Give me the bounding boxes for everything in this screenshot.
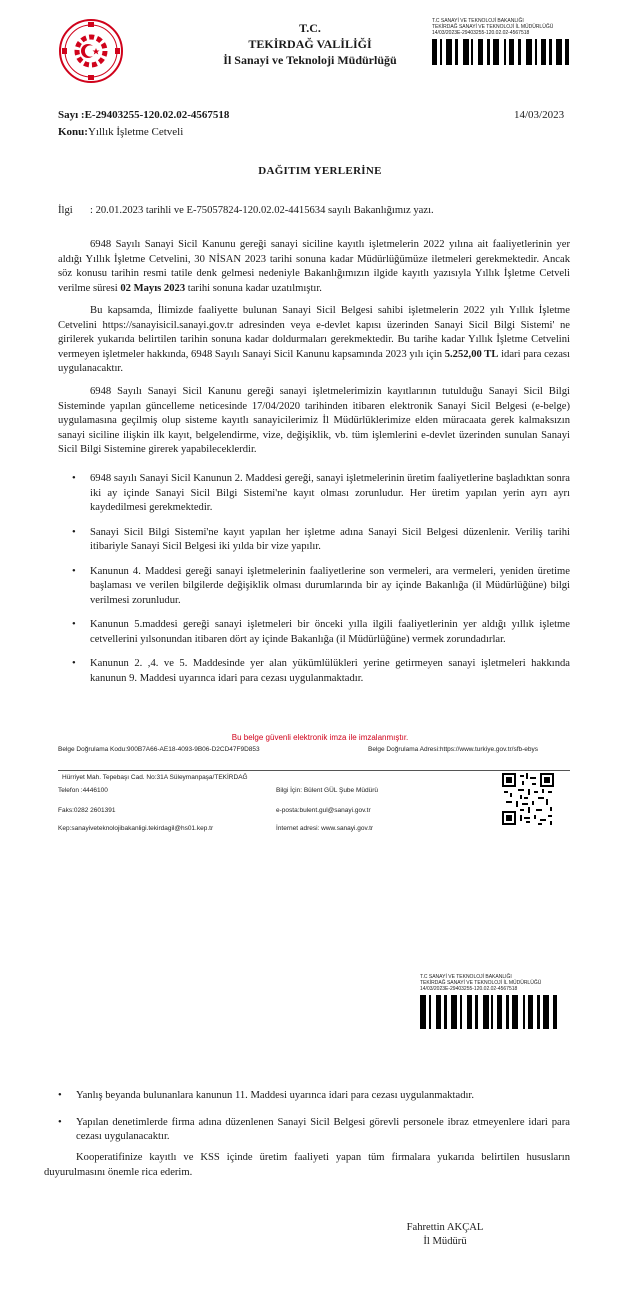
list-item: • Kanunun 5.maddesi gereği sanayi işletmeleri bir önceki yılla ilgili faaliyetlerinin yer aldığı yıllık işletme cetvellerini yılsonundan itibaren dört ay içinde Bakanlığa (il Müdürlüğüne) vermek zorundadırlar. <box>58 618 570 647</box>
footer-kep-link[interactable]: Kep:sanayiveteknolojibakanligi.tekirdagil@hs01.kep.tr <box>58 825 214 832</box>
sayi-label: Sayı : <box>58 109 85 121</box>
signer-name: Fahrettin AKÇAL <box>406 1222 484 1233</box>
barcode-caption: T.C SANAYİ VE TEKNOLOJİ BAKANLIĞI TEKİRDAĞ SANAYİ VE TEKNOLOJİ İL MÜDÜRLÜĞÜ 14/03/2023E-29403255-120.02.02-4567518 <box>432 18 554 36</box>
document-barcode-top <box>432 18 592 65</box>
list-item: • Kanunun 2. ,4. ve 5. Maddesinde yer alan yükümlülükleri yerine getirmeyen sanayi işletmeleri hakkında kanunun 9. Maddesi uyarınca idari para cezası uygulanmaktadır. <box>58 657 570 686</box>
document-number <box>58 108 229 123</box>
header-line-tc: T.C. <box>299 21 321 35</box>
distribution-title: DAĞITIM YERLERİNE <box>258 165 382 177</box>
reference-text: : 20.01.2023 tarihli ve E-75057824-120.02.02-4415634 sayılı Bakanlığımız yazı. <box>90 205 434 216</box>
konu-label: Konu: <box>58 126 88 138</box>
document-barcode-bottom <box>420 974 580 1029</box>
footer-divider <box>58 770 570 771</box>
footer-contact-person: Bilgi İçin: Bülent GÜL Şube Müdürü <box>276 787 379 794</box>
paragraph-2-text-end: idari para cezası uygulanacaktır. <box>58 348 570 374</box>
barcode-caption: T.C SANAYİ VE TEKNOLOJİ BAKANLIĞI TEKİRDAĞ SANAYİ VE TEKNOLOJİ İL MÜDÜRLÜĞÜ 14/03/2023E-29403255-120.02.02-4567518 <box>420 974 542 992</box>
paragraph-1-text: 6948 Sayılı Sanayi Sicil Kanunu gereği sanayi siciline kayıtlı işletmelerin 2022 yılına ait faaliyetlerinin yer aldığı Yıllık İşletme Cetvelini, 30 NİSAN 2023 tarihi sonuna kadar Müdürlüğümüze iletmeleri gerekmektedir. Ancak söz konusu tarihin resmi tatile denk gelmesi nedeniyle Bakanlığımızın ilgide kayıtlı yazısıyla Yıllık İşletme Cetveli verilme süresi <box>58 239 570 294</box>
list-item: • Kanunun 4. Maddesi gereği sanayi işletmelerinin faaliyetlerine son vermeleri, ara vermeleri, yeniden üretime başlaması ve verilen bilgilerde değişiklik olması durumlarında bir ay içinde Bakanlığa (il Müdürlüğüne) bilgi verilmesi zorunludur. <box>58 565 570 609</box>
footer-fax: Faks:0282 2601391 <box>58 807 116 814</box>
verification-code: Belge Doğrulama Kodu:900B7A66-AE18-4093-9B06-D2CD47F9D853 <box>58 746 260 753</box>
konu-value: Yıllık İşletme Cetveli <box>87 126 184 138</box>
signature-block <box>380 1221 510 1249</box>
paragraph-1 <box>58 238 570 296</box>
document-date: 14/03/2023 <box>514 109 565 121</box>
additional-notes-list <box>44 1089 570 1145</box>
footer-email-link[interactable]: e-posta:bulent.gul@sanayi.gov.tr <box>276 807 371 814</box>
header-line-mudurluk: İl Sanayi ve Teknoloji Müdürlüğü <box>223 53 397 67</box>
paragraph-3: 6948 Sayılı Sanayi Sicil Kanunu gereği sanayi işletmelerimizin kayıtlarının tutulduğu Sanayi Sicil Bilgi Sisteminde yapılan güncelleme neticesinde 17/04/2020 tarihinden itibaren elektronik Sanayi Sicil Belgesi (e-belge) uygulamasına geçilmiş olup sisteme kayıtlı sanayicilerimiz İl Müdürlüklerimize elden müracaata gerek kalmaksızın sanayi siciline ilişkin ilk kayıt, belgelendirme, vize, değişiklik, vb. tüm işlemlerini e-devlet üzerinden sunulan Sanayi Sicil Bilgi Sistemine girerek yapabileceklerdir. <box>58 386 570 455</box>
document-header <box>180 20 440 68</box>
barcode-bars <box>420 995 580 1029</box>
paragraph-2-text: Bu kapsamda, İlimizde faaliyette bulunan Sanayi Sicil Belgesi sahibi işletmelerin 2022 yılı Yıllık İşletme Cetvelini https://sanayisicil.sanayi.gov.tr adresinden veya e-devlet kapısı üzerinden Sanayi Sicil Bilgi Sistemi' ne girilerek yukarıda belirtilen tarihin sonuna kadar doldurmaları gerekmektedir. Bu tarihe kadar Yıllık İşletme Cetvelini vermeyen işletmeler hakkında, 6948 Sayılı Sanayi Sicil Kanunu kapsamında 2023 yılı için <box>58 305 570 360</box>
footer-phone: Telefon :4446100 <box>58 787 108 794</box>
verification-qr-code <box>502 773 554 825</box>
barcode-bars <box>432 39 592 65</box>
list-item: • Yanlış beyanda bulunanlara kanunun 11. Maddesi uyarınca idari para cezası uygulanmaktadır. <box>44 1089 570 1104</box>
signer-title: İl Müdürü <box>423 1236 467 1247</box>
header-line-valilik: TEKİRDAĞ VALİLİĞİ <box>248 37 372 51</box>
reference-label: İlgi <box>58 205 73 216</box>
paragraph-1-deadline: 02 Mayıs 2023 <box>120 282 186 294</box>
paragraph-2 <box>58 304 570 377</box>
footer-address: Hürriyet Mah. Tepebaşı Cad. No:31A Süleymanpaşa/TEKİRDAĞ <box>62 774 248 781</box>
paragraph-2-fine: 5.252,00 TL <box>444 348 499 360</box>
obligations-list <box>58 472 570 686</box>
list-item: • Sanayi Sicil Bilgi Sistemi'ne kayıt yapılan her işletme adına Sanayi Sicil Belgesi düzenlenir. Veriliş tarihi itibariyle Sanayi Sicil Belgesi iki yılda bir vize yapılır. <box>58 526 570 555</box>
closing-paragraph: Kooperatifinize kayıtlı ve KSS içinde üretim faaliyeti yapan tüm firmalara yukarıda belirtilen hususların duyurulmasını önemle rica ederim. <box>44 1152 570 1178</box>
verification-address: Belge Doğrulama Adresi:https://www.turkiye.gov.tr/sfb-ebys <box>368 746 539 753</box>
ministry-seal-logo <box>58 18 124 84</box>
sayi-value: E-29403255-120.02.02-4567518 <box>84 109 230 121</box>
document-subject <box>58 125 183 140</box>
paragraph-1-text-end: tarihi sonuna kadar uzatılmıştır. <box>185 282 322 294</box>
footer-website-link[interactable]: İnternet adresi: www.sanayi.gov.tr <box>276 825 374 832</box>
list-item: • Yapılan denetimlerde firma adına düzenlenen Sanayi Sicil Belgesi görevli personele ibraz etmeyenlere idari para cezası uygulanacaktır. <box>44 1116 570 1145</box>
list-item: • 6948 sayılı Sanayi Sicil Kanunun 2. Maddesi gereği, sanayi işletmelerinin üretim faaliyetlerine başladıktan sonra iki ay içinde Sanayi Sicil Bilgi Sistemi'ne kayıt olması zorunludur. Her üretim yapılan yerin ayrı ayrı kaydedilmesi gerekmektedir. <box>58 472 570 516</box>
esignature-notice: Bu belge güvenli elektronik imza ile imzalanmıştır. <box>231 733 409 742</box>
